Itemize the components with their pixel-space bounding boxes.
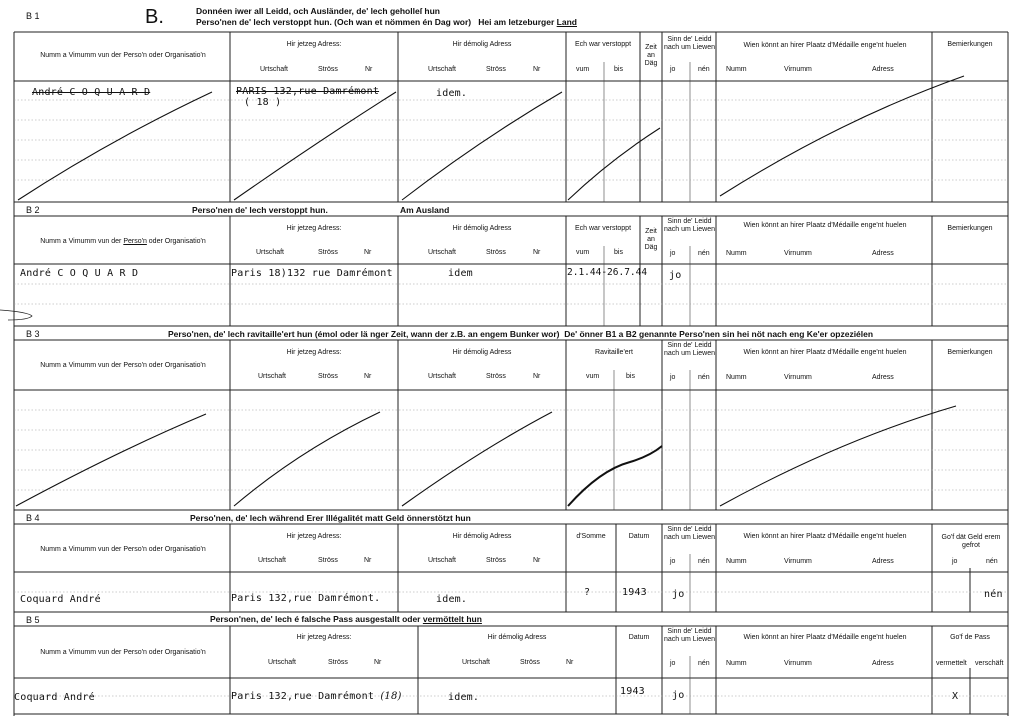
section-code-b5: B 5 — [26, 615, 40, 625]
sub-stross: Ströss — [520, 659, 540, 666]
sub-nr: Nr — [364, 373, 372, 380]
b2-address: Paris 18)132 rue Damrémont — [231, 268, 393, 279]
sub-adress: Adress — [872, 660, 894, 667]
sub-verschaft: verschäft — [975, 660, 1004, 667]
sub-jo: jo — [952, 558, 958, 565]
section-code-b4: B 4 — [26, 513, 40, 523]
sub-vum: vum — [586, 373, 600, 380]
sub-bis: bis — [626, 373, 635, 380]
sub-nen: nén — [698, 558, 710, 565]
sub-stross: Ströss — [318, 249, 338, 256]
b5-alive-yes: jo — [672, 690, 685, 701]
col-former-address: Hir démolig Adress — [452, 225, 512, 232]
sub-virnumm: Virnumm — [784, 66, 812, 73]
sub-virnumm: Virnumm — [784, 374, 812, 381]
b2-former-address: idem — [448, 268, 473, 279]
b5-mediated-mark: X — [952, 691, 959, 702]
b5-date: 1943 — [620, 686, 645, 697]
sub-jo: jo — [670, 66, 676, 73]
sub-urtschaft: Urtschaft — [428, 557, 457, 564]
b1-heading-line2: Perso'nen de' lech verstoppt hun. (Och wan et nömmen én Dag wor) Hei am letzeburger Land — [196, 17, 577, 27]
b4-amount: ? — [584, 587, 591, 598]
sub-stross: Ströss — [318, 557, 338, 564]
sub-vermettelt: vermettelt — [936, 660, 967, 667]
sub-numm: Numm — [726, 66, 747, 73]
col-remarks: Bemierkungen — [947, 349, 993, 356]
col-name-header: Numm a Vimumm vun der Perso'n oder Organisatio'n — [40, 649, 206, 656]
sub-urtschaft: Urtschaft — [256, 249, 285, 256]
sub-jo: jo — [670, 660, 676, 667]
sub-stross: Ströss — [486, 557, 506, 564]
sub-virnumm: Virnumm — [784, 558, 812, 565]
sub-nen: nén — [698, 250, 710, 257]
b4-date: 1943 — [622, 587, 647, 598]
sub-vum: vum — [576, 66, 590, 73]
sub-nr: Nr — [364, 249, 372, 256]
col-former-address: Hir démolig Adress — [452, 41, 512, 48]
sub-nr: Nr — [533, 373, 541, 380]
sub-virnumm: Virnumm — [784, 660, 812, 667]
b1-name: André C O Q U A R D — [32, 87, 151, 98]
col-current-address: Hir jetzeg Adress: — [286, 225, 342, 232]
col-medal: Wien könnt an hirer Plaatz d'Médaille enge'nt huelen — [743, 634, 907, 641]
sub-urtschaft: Urtschaft — [258, 373, 287, 380]
sub-urtschaft: Urtschaft — [462, 659, 491, 666]
sub-stross: Ströss — [328, 659, 348, 666]
section-code-b3: B 3 — [26, 329, 40, 339]
col-datum: Datum — [628, 634, 650, 641]
sub-urtschaft: Urtschaft — [258, 557, 287, 564]
col-pass: Go'f de Pass — [950, 634, 990, 641]
sub-nen: nén — [986, 558, 998, 565]
sub-urtschaft: Urtschaft — [268, 659, 297, 666]
col-current-address: Hir jetzeg Adress: — [286, 533, 342, 540]
col-somme: d'Somme — [576, 533, 606, 540]
b2-title: Perso'nen de' lech verstoppt hun. — [192, 205, 328, 215]
sub-adress: Adress — [872, 558, 894, 565]
col-medal: Wien könnt an hirer Plaatz d'Médaille enge'nt huelen — [743, 42, 907, 49]
sub-nr: Nr — [533, 557, 541, 564]
b4-address: Paris 132,rue Damrémont. — [231, 593, 381, 604]
col-alive: Sinn de' Leidd nach um Liewen — [664, 36, 715, 51]
sub-urtschaft: Urtschaft — [428, 249, 457, 256]
sub-urtschaft: Urtschaft — [428, 66, 457, 73]
b5-address: Paris 132,rue Damrémont (18) — [231, 691, 402, 702]
col-former-address: Hir démolig Adress — [452, 349, 512, 356]
col-name-header: Numm a Vimumm vun der Perso'n oder Organisatio'n — [40, 52, 206, 59]
col-hidden: Ech war verstoppt — [574, 41, 632, 48]
b4-title: Perso'nen, de' lech während Erer Illégalitét matt Geld önnerstötzt hun — [190, 513, 471, 523]
b1-address: PARIS 132,rue Damrémont — [236, 86, 380, 97]
b2-alive-yes: jo — [669, 270, 682, 281]
sub-jo: jo — [670, 250, 676, 257]
col-name-header: Numm a Vimumm vun der Perso'n oder Organisatio'n — [40, 362, 206, 369]
sub-numm: Numm — [726, 558, 747, 565]
sub-vum: vum — [576, 249, 590, 256]
b4-money-no: nén — [984, 589, 1003, 600]
sub-stross: Ströss — [486, 249, 506, 256]
sub-bis: bis — [614, 66, 623, 73]
col-zeit: Zeit an Däg — [644, 44, 658, 67]
sub-nr: Nr — [566, 659, 574, 666]
b2-dates: 2.1.44-26.7.44 — [567, 267, 648, 278]
col-name-header: Numm a Vimumm vun der Perso'n oder Organisatio'n — [40, 238, 206, 245]
sub-nen: nén — [698, 66, 710, 73]
col-former-address: Hir démolig Adress — [487, 634, 547, 641]
sub-virnumm: Virnumm — [784, 250, 812, 257]
col-alive: Sinn de' Leidd nach um Liewen — [664, 342, 715, 357]
col-datum: Datum — [628, 533, 650, 540]
col-remarks: Bemierkungen — [947, 41, 993, 48]
sub-adress: Adress — [872, 374, 894, 381]
sub-bis: bis — [614, 249, 623, 256]
col-hidden: Ech war verstoppt — [574, 225, 632, 232]
sub-nen: nén — [698, 374, 710, 381]
b2-name: André C O Q U A R D — [20, 268, 139, 279]
sub-stross: Ströss — [318, 66, 338, 73]
sub-numm: Numm — [726, 250, 747, 257]
sub-urtschaft: Urtschaft — [428, 373, 457, 380]
sub-adress: Adress — [872, 250, 894, 257]
sub-numm: Numm — [726, 374, 747, 381]
sub-stross: Ströss — [318, 373, 338, 380]
sub-adress: Adress — [872, 66, 894, 73]
col-alive: Sinn de' Leidd nach um Liewen — [664, 218, 715, 233]
sub-urtschaft: Urtschaft — [260, 66, 289, 73]
sub-stross: Ströss — [486, 66, 506, 73]
b1-heading-line1: Donnéen iwer all Leidd, och Ausländer, de' lech geholleſ hun — [196, 6, 440, 16]
section-code-b2: B 2 — [26, 205, 40, 215]
b4-name: Coquard André — [20, 594, 101, 605]
sub-numm: Numm — [726, 660, 747, 667]
b5-former-address: idem. — [448, 692, 480, 703]
col-medal: Wien könnt an hirer Plaatz d'Médaille enge'nt huelen — [743, 349, 907, 356]
col-alive: Sinn de' Leidd nach um Liewen — [664, 628, 715, 643]
col-alive: Sinn de' Leidd nach um Liewen — [664, 526, 715, 541]
col-current-address: Hir jetzeg Adress: — [286, 41, 342, 48]
col-medal: Wien könnt an hirer Plaatz d'Médaille enge'nt huelen — [743, 222, 907, 229]
col-name-header: Numm a Vimumm vun der Perso'n oder Organisatio'n — [40, 546, 206, 553]
col-current-address: Hir jetzeg Adress: — [296, 634, 352, 641]
b4-former-address: idem. — [436, 594, 468, 605]
section-code-b1: B 1 — [26, 11, 40, 21]
sub-jo: jo — [670, 374, 676, 381]
col-money-returned: Go'f dät Geld erem gefrot — [941, 534, 1001, 549]
col-remarks: Bemierkungen — [947, 225, 993, 232]
sub-nen: nén — [698, 660, 710, 667]
sub-nr: Nr — [365, 66, 373, 73]
col-ravitaille: Ravitaille'ert — [595, 349, 633, 356]
sub-nr: Nr — [374, 659, 382, 666]
b2-title2: Am Ausland — [400, 205, 450, 215]
sub-stross: Ströss — [486, 373, 506, 380]
sub-nr: Nr — [533, 66, 541, 73]
form-letter: B. — [145, 6, 164, 28]
col-current-address: Hir jetzeg Adress: — [286, 349, 342, 356]
sub-nr: Nr — [364, 557, 372, 564]
b3-title: Perso'nen, de' lech ravitaille'ert hun (émol oder lä nger Zeit, wann der z.B. an engem Bunker wor) De' önner B1 a B2 genannte Perso'nen sin hei nöt nach eng Ke'er opzeziélen — [168, 329, 874, 339]
b4-alive-yes: jo — [672, 589, 685, 600]
col-zeit: Zeit an Däg — [644, 228, 658, 251]
b1-former-address: idem. — [436, 88, 468, 99]
sub-nr: Nr — [533, 249, 541, 256]
b5-title: Person'nen, de' lech é falsche Pass ausgestallt oder vermöttelt hun — [210, 614, 482, 624]
b5-name: Coquard André — [14, 692, 95, 703]
b1-address-arr: ( 18 ) — [244, 97, 282, 108]
col-former-address: Hir démolig Adress — [452, 533, 512, 540]
sub-jo: jo — [670, 558, 676, 565]
col-medal: Wien könnt an hirer Plaatz d'Médaille enge'nt huelen — [743, 533, 907, 540]
